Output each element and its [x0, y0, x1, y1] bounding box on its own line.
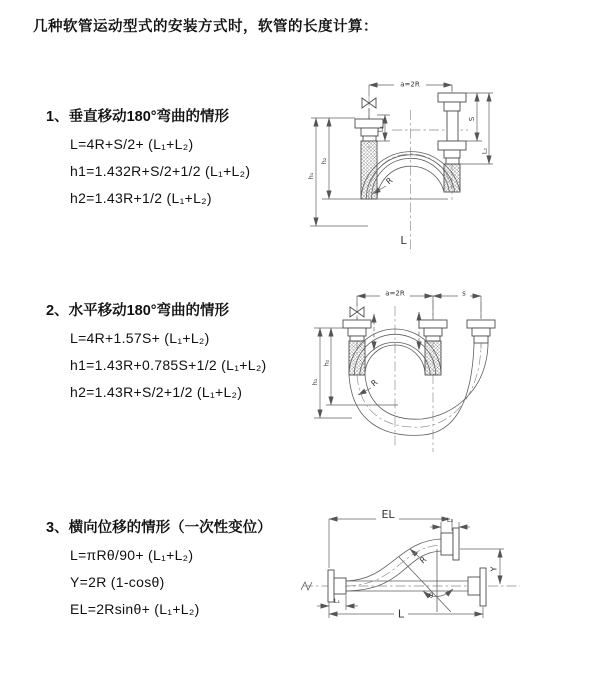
braided-hose: [444, 164, 460, 192]
flange: [424, 328, 442, 336]
coupling: [350, 336, 364, 341]
flange: [361, 128, 378, 136]
section-heading: 2、水平移动180°弯曲的情形: [46, 303, 230, 319]
section-heading: 3、横向位移的情形（一次性变位）: [46, 520, 272, 536]
dim-label-l2: L₂: [446, 516, 454, 524]
coupling: [334, 578, 346, 594]
flange: [453, 528, 459, 560]
formula: h1=1.432R+S/2+1/2 (L₁+L₂): [70, 163, 251, 179]
coupling: [446, 158, 459, 164]
dim-label-s: s: [462, 289, 466, 298]
dim-label-a2r: a=2R: [400, 80, 420, 89]
coupling: [363, 136, 376, 141]
formula: h1=1.43R+0.785S+1/2 (L₁+L₂): [70, 357, 267, 373]
dim-label-l1: L₁: [333, 597, 341, 605]
length-label: L: [400, 234, 407, 247]
flange: [348, 328, 366, 336]
braided-hose: [425, 341, 441, 375]
braided-hose: [349, 341, 365, 375]
angle-arc: [423, 589, 453, 597]
angle-label: θ: [428, 592, 434, 600]
radius-line: [399, 554, 451, 612]
flange: [438, 93, 466, 102]
formula: L=4R+S/2+ (L₁+L₂): [70, 136, 194, 152]
dim-label-a2r: a=2R: [385, 289, 405, 298]
length-label: L: [397, 607, 405, 621]
flange: [472, 328, 490, 336]
dim-label-h1: h₁: [307, 172, 315, 180]
diagram-horizontal-bend: [311, 288, 495, 452]
dim-label-s: S: [468, 116, 476, 122]
flange: [343, 320, 371, 328]
flange: [467, 320, 495, 328]
flange: [438, 141, 466, 150]
page-title: 几种软管运动型式的安装方式时，软管的长度计算：: [33, 19, 378, 35]
formula: L=πRθ/90+ (L₁+L₂): [70, 547, 194, 563]
flange: [480, 568, 486, 606]
braided-hose: [361, 141, 377, 199]
hose-centerline-arc: [346, 545, 441, 586]
coupling: [441, 533, 453, 555]
diagram-lateral-displacement: [301, 508, 520, 621]
hose-wall: [346, 551, 441, 591]
extension-line: [329, 519, 452, 568]
dim-label-h2: h₂: [320, 157, 328, 165]
dim-label-h1: h₁: [311, 378, 319, 386]
diagram-vertical-bend: [307, 78, 493, 253]
centerline-break: [301, 582, 312, 590]
flange: [444, 102, 460, 111]
dim-label-el: EL: [381, 508, 395, 521]
radius-label: R: [418, 554, 429, 566]
coupling: [468, 577, 480, 595]
section-heading: 1、垂直移动180°弯曲的情形: [46, 109, 230, 125]
pipe: [447, 111, 458, 141]
flange: [419, 320, 447, 328]
dim-label-y: Y: [489, 566, 499, 572]
coupling: [474, 336, 488, 343]
coupling: [426, 336, 440, 341]
radius-label: R: [369, 377, 380, 389]
formula: h2=1.43R+1/2 (L₁+L₂): [70, 190, 212, 206]
dim-label-h2: h₂: [322, 359, 331, 367]
radius-label: R: [384, 175, 395, 187]
dim-label-l2: L₂: [480, 147, 489, 155]
formula: h2=1.43R+S/2+1/2 (L₁+L₂): [70, 384, 243, 400]
formula: EL=2Rsinθ+ (L₁+L₂): [70, 601, 200, 617]
formula: Y=2R (1-cosθ): [70, 574, 165, 590]
flange: [444, 150, 460, 158]
dim-label-l1: L₁: [376, 125, 385, 133]
formula: L=4R+1.57S+ (L₁+L₂): [70, 330, 210, 346]
